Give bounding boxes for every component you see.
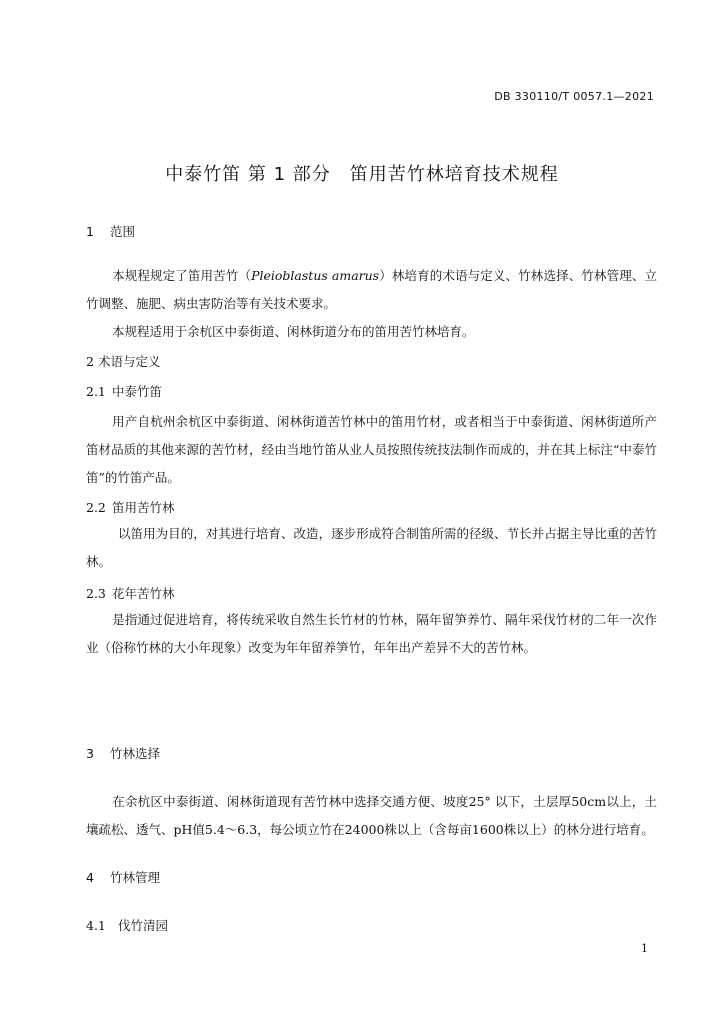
section-number: 2 (86, 354, 94, 369)
text-run: 以笛用为目的，对其进行培育、改造，逐步形成符合制笛所需的径级、节长并占据主导比重的苦竹林。 (86, 526, 657, 569)
section-1-heading (86, 222, 135, 240)
section-number: 4.1 (86, 918, 106, 933)
document-number: DB 330110/T 0057.1—2021 (494, 90, 654, 103)
section-number: 2.2 (86, 500, 106, 515)
section-3-paragraph (86, 788, 657, 844)
text-run: ）林培育的术语与定义、竹林选择、竹林管理、立竹调整、施肥、病虫害防治等有关技术要求。 (86, 268, 657, 311)
section-number: 2.1 (86, 384, 106, 399)
section-2-3-heading (86, 584, 175, 602)
section-2-1-paragraph (86, 408, 657, 492)
section-4-1-heading (86, 916, 168, 934)
section-title: 花年苦竹林 (112, 586, 175, 601)
page-number: 1 (641, 942, 648, 955)
section-title: 术语与定义 (98, 354, 161, 369)
section-2-1-heading (86, 382, 162, 400)
section-1-paragraph-2 (86, 318, 657, 346)
section-2-3-paragraph (86, 606, 657, 662)
text-run: 本规程规定了笛用苦竹（ (112, 268, 252, 283)
section-title: 笛用苦竹林 (112, 500, 175, 515)
text-run: 用产自杭州余杭区中泰街道、闲林街道苦竹林中的笛用竹材，或者相当于中泰街道、闲林街道所产笛材品质的其他来源的苦竹材，经由当地竹笛从业人员按照传统技法制作而成的，并在其上标注“中泰竹笛”的竹笛产品。 (86, 414, 657, 485)
text-run: 是指通过促进培育，将传统采收自然生长竹材的竹林，隔年留笋养竹、隔年采伐竹材的二年一次作业（俗称竹林的大小年现象）改变为年年留养笋竹，年年出产差异不大的苦竹林。 (86, 612, 657, 655)
document-title: 中泰竹笛 第 1 部分 笛用苦竹林培育技术规程 (165, 164, 559, 185)
section-title: 中泰竹笛 (112, 384, 163, 399)
text-run: 本规程适用于余杭区中泰街道、闲林街道分布的笛用苦竹林培育。 (112, 324, 475, 339)
section-title: 竹林管理 (110, 870, 161, 885)
section-number: 2.3 (86, 586, 106, 601)
section-number: 3 (86, 746, 94, 761)
section-title: 范围 (110, 224, 136, 239)
section-title: 伐竹清园 (118, 918, 169, 933)
latin-name: Pleioblastus amarus (251, 268, 380, 283)
section-2-2-paragraph (86, 520, 657, 576)
section-number: 4 (86, 870, 94, 885)
section-number: 1 (86, 224, 94, 239)
section-3-heading (86, 744, 160, 762)
section-2-heading (86, 352, 161, 370)
section-2-2-heading (86, 498, 175, 516)
section-1-paragraph-1 (86, 262, 657, 318)
text-run: 在余杭区中泰街道、闲林街道现有苦竹林中选择交通方便、坡度25° 以下，土层厚50cm以上，土壤疏松、透气、pH值5.4～6.3，每公顷立竹在24000株以上（含每亩1600株以上）的林分进行培育。 (86, 794, 657, 837)
section-4-heading (86, 868, 160, 886)
section-title: 竹林选择 (110, 746, 161, 761)
